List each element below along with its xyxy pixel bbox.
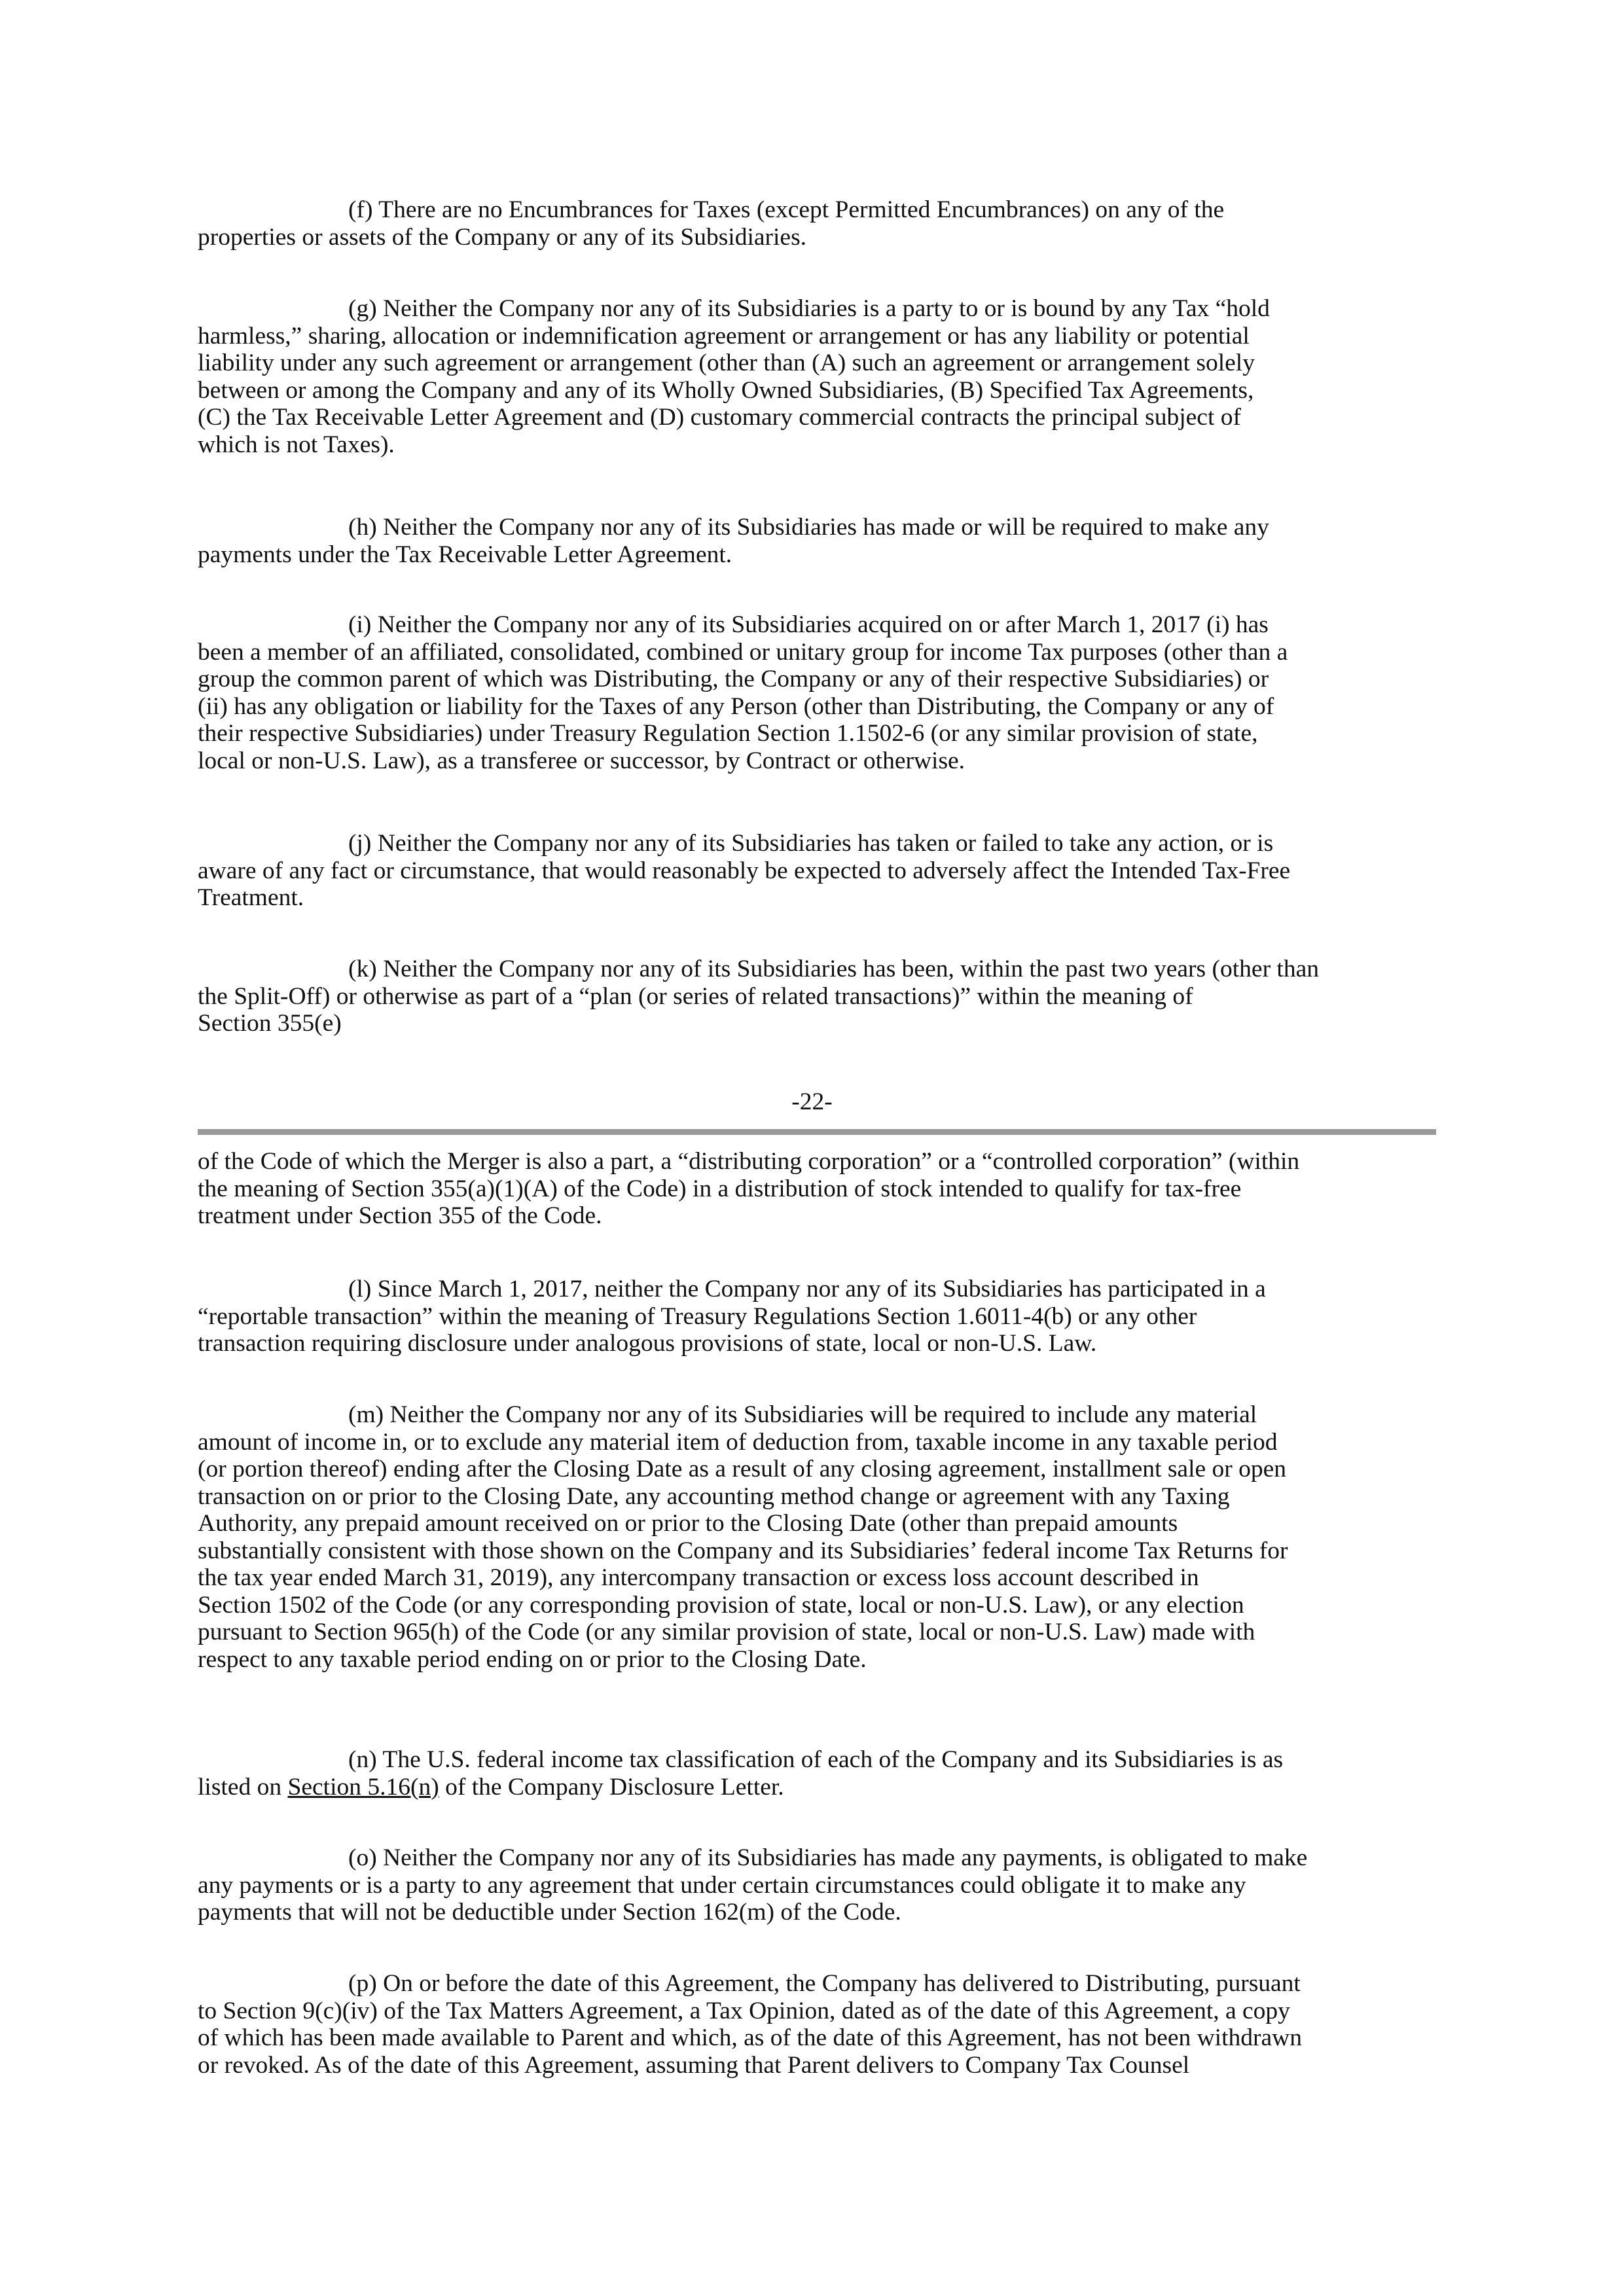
paragraph-l: (l) Since March 1, 2017, neither the Company nor any of its Subsidiaries has participated in a “reportable transaction” within the meaning of Treasury Regulations Section 1.6011-4(b) or any other transaction requiring disclosure under analogous provisions of state, local or non-U.S. Law. [198,1276,1266,1357]
paragraph-m: (m) Neither the Company nor any of its Subsidiaries will be required to include any material amount of income in, or to exclude any material item of deduction from, taxable income in any taxable period (or portion thereof) ending after the Closing Date as a result of any closing agreement, installment sale or open transaction on or prior to the Closing Date, any accounting method change or agreement with any Taxing Authority, any prepaid amount received on or prior to the Closing Date (other than prepaid amounts substantially consistent with those shown on the Company and its Subsidiaries’ federal income Tax Returns for the tax year ended March 31, 2019), any intercompany transaction or excess loss account described in Section 1502 of the Code (or any corresponding provision of state, local or non-U.S. Law), or any election pursuant to Section 965(h) of the Code (or any similar provision of state, local or non-U.S. Law) made with respect to any taxable period ending on or prior to the Closing Date. [198,1401,1288,1673]
paragraph-k-continued: of the Code of which the Merger is also a part, a “distributing corporation” or a “controlled corporation” (within the meaning of Section 355(a)(1)(A) of the Code) in a distribution of stock intended to qualify for tax-free treatment under Section 355 of the Code. [198,1148,1300,1229]
paragraph-f: (f) There are no Encumbrances for Taxes (except Permitted Encumbrances) on any of the properties or assets of the Company or any of its Subsidiaries. [198,196,1225,251]
page-divider [198,1129,1436,1135]
paragraph-h: (h) Neither the Company nor any of its Subsidiaries has made or will be required to make any payments under the Tax Receivable Letter Agreement. [198,514,1269,568]
paragraph-g: (g) Neither the Company nor any of its Subsidiaries is a party to or is bound by any Tax “hold harmless,” sharing, allocation or indemnification agreement or arrangement or has any liability or potential liability under any such agreement or arrangement (other than (A) such an agreement or arrangement solely between or among the Company and any of its Wholly Owned Subsidiaries, (B) Specified Tax Agreements, (C) the Tax Receivable Letter Agreement and (D) customary commercial contracts the principal subject of which is not Taxes). [198,295,1270,458]
paragraph-n-tail: of the Company Disclosure Letter. [439,1773,784,1801]
paragraph-o: (o) Neither the Company nor any of its Subsidiaries has made any payments, is obligated to make any payments or is a party to any agreement that under certain circumstances could obligate it to make any payments that will not be deductible under Section 162(m) of the Code. [198,1844,1308,1926]
paragraph-i: (i) Neither the Company nor any of its Subsidiaries acquired on or after March 1, 2017 (i) has been a member of an affiliated, consolidated, combined or unitary group for income Tax purposes (other than a group the common parent of which was Distributing, the Company or any of their respective Subsidiaries) or (ii) has any obligation or liability for the Taxes of any Person (other than Distributing, the Company or any of their respective Subsidiaries) under Treasury Regulation Section 1.1502-6 (or any similar provision of state, local or non-U.S. Law), as a transferee or successor, by Contract or otherwise. [198,611,1288,774]
paragraph-p: (p) On or before the date of this Agreement, the Company has delivered to Distributing, pursuant to Section 9(c)(iv) of the Tax Matters Agreement, a Tax Opinion, dated as of the date of this Agreement, a copy of which has been made available to Parent and which, as of the date of this Agreement, has not been withdrawn or revoked. As of the date of this Agreement, assuming that Parent delivers to Company Tax Counsel [198,1970,1302,2079]
section-reference-link: Section 5.16(n) [287,1773,439,1801]
paragraph-n [198,1746,1436,1801]
paragraph-n-lead: (n) The U.S. federal income tax classification of each of the Company and its Subsidiaries is as listed on [198,1746,1284,1801]
paragraph-k: (k) Neither the Company nor any of its Subsidiaries has been, within the past two years (other than the Split-Off) or otherwise as part of a “plan (or series of related transactions)” within the meaning of Section 355(e) [198,956,1319,1037]
page-number: -22- [791,1088,833,1115]
paragraph-j: (j) Neither the Company nor any of its Subsidiaries has taken or failed to take any action, or is aware of any fact or circumstance, that would reasonably be expected to adversely affect the Intended Tax-Free Treatment. [198,830,1291,911]
